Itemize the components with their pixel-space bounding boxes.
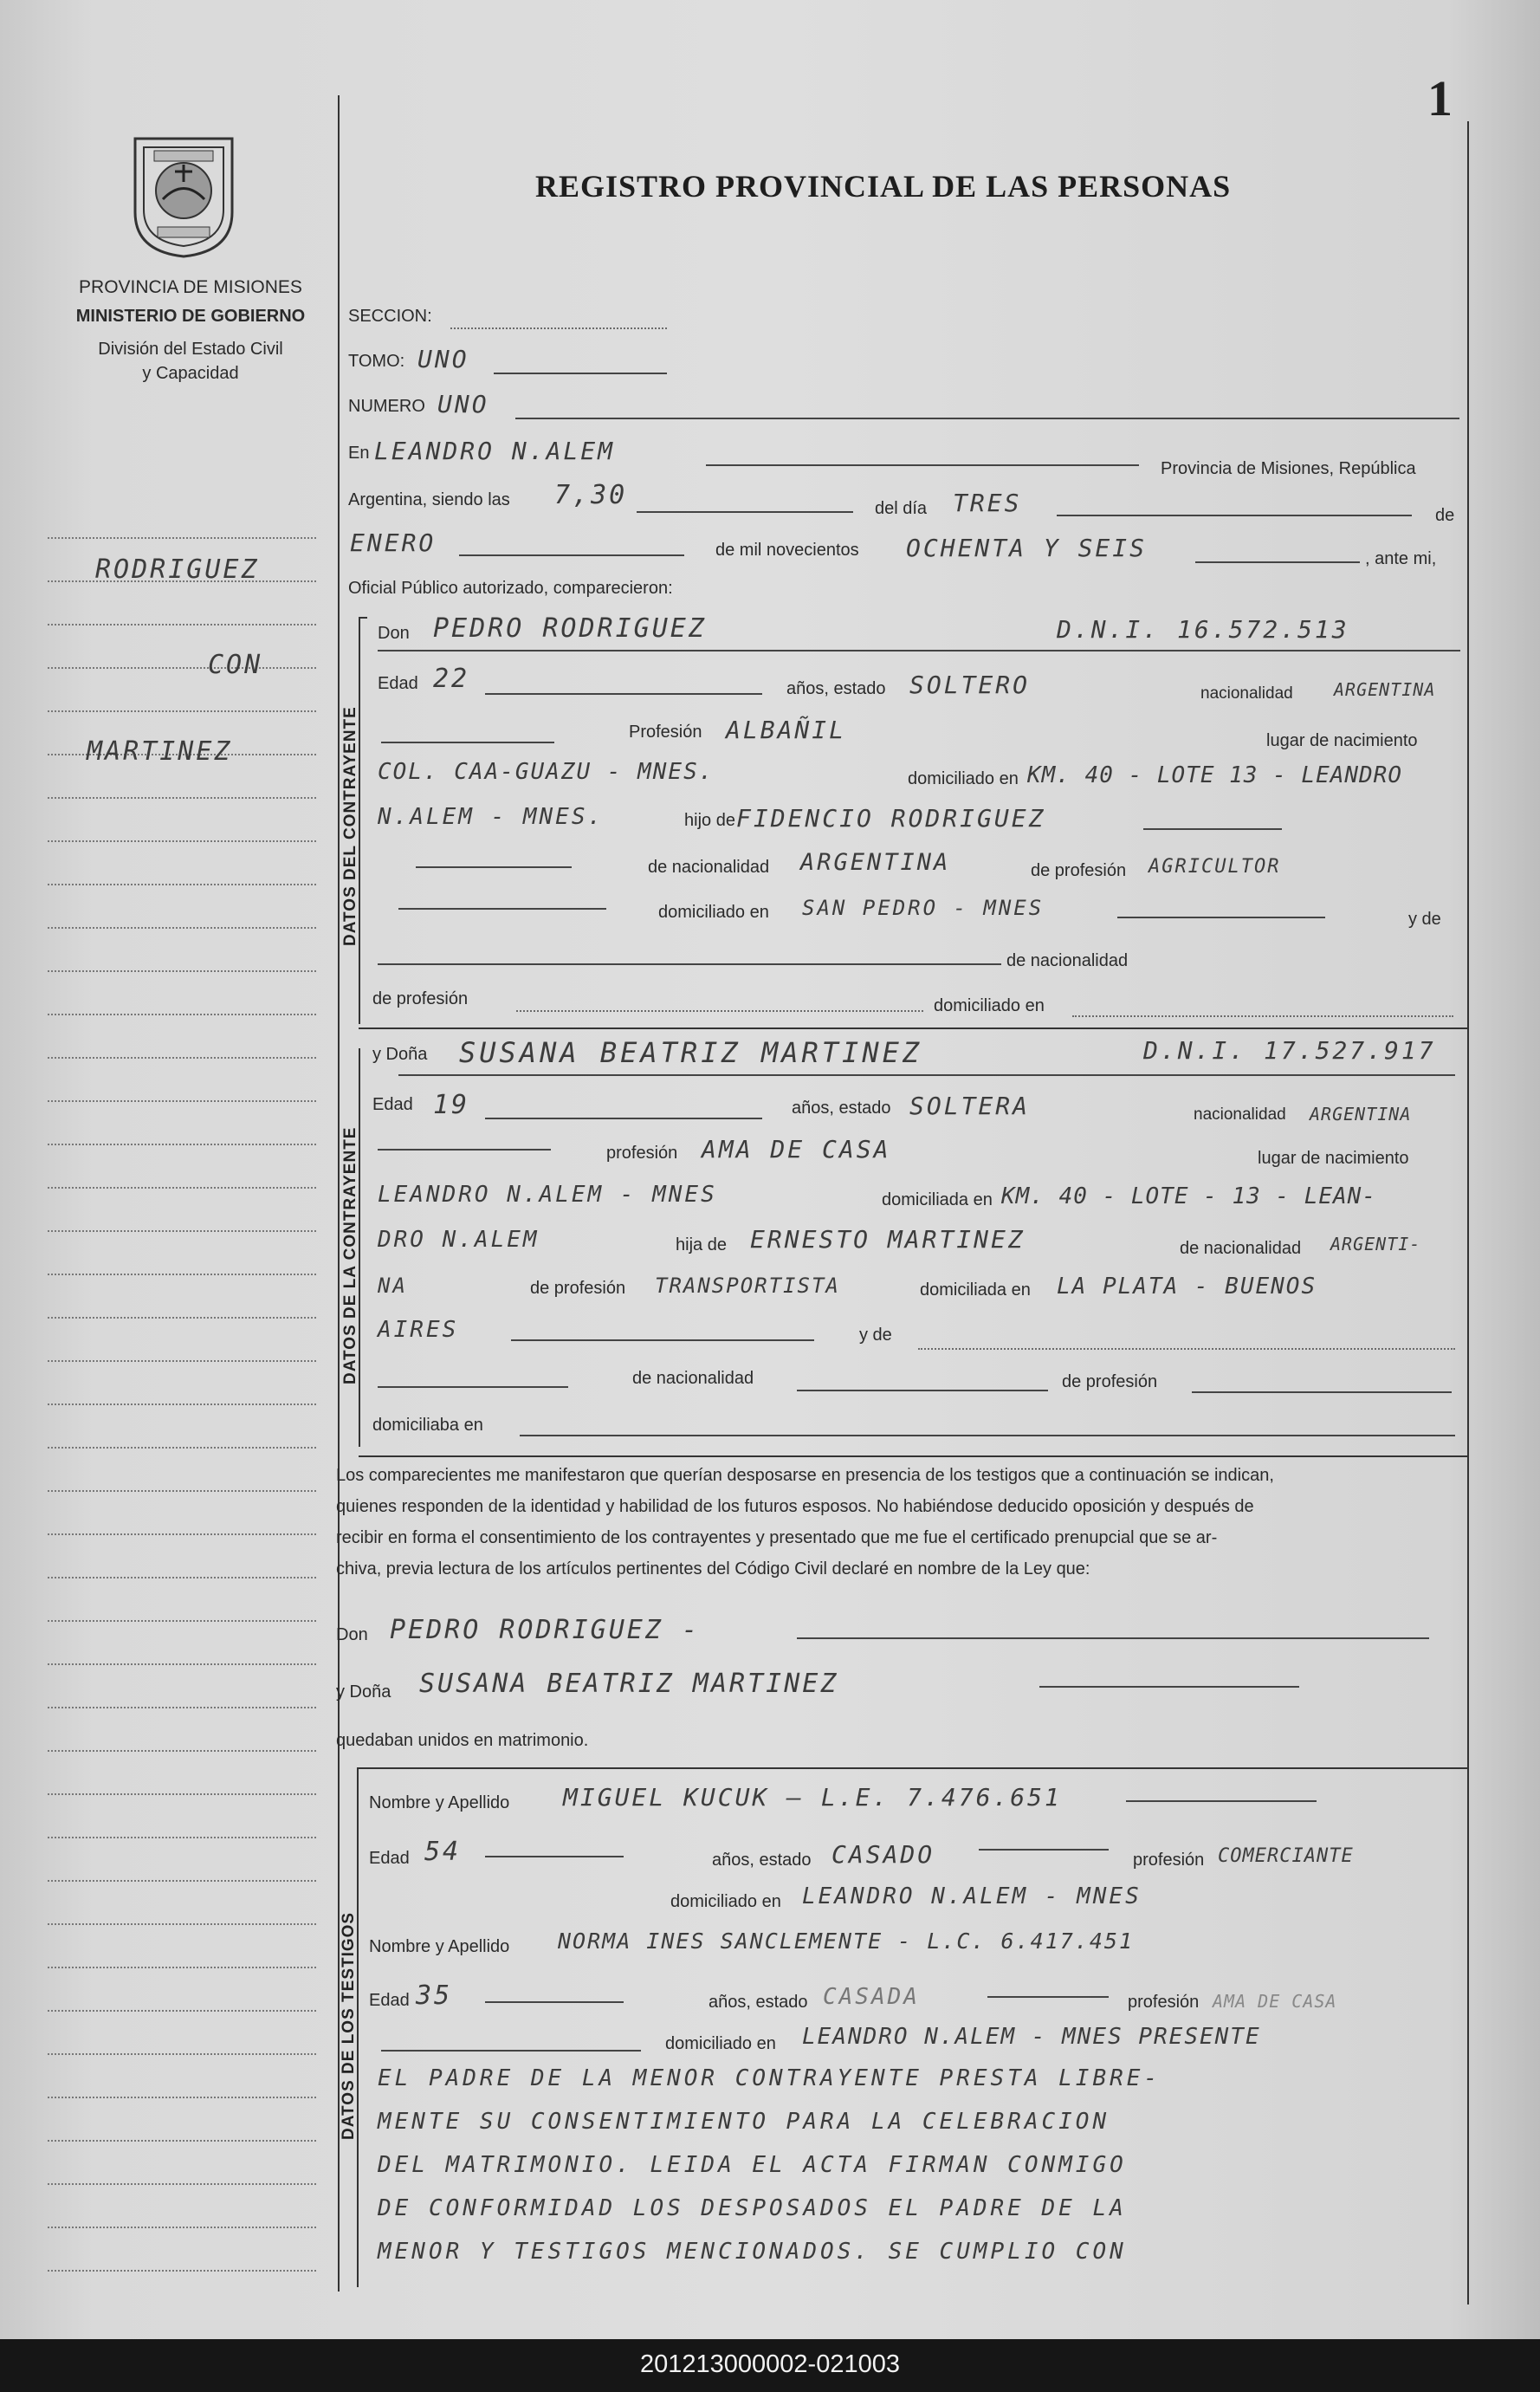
madre-prof-label-f: de profesión bbox=[1062, 1372, 1158, 1391]
t2-estado-label: años, estado bbox=[709, 1993, 808, 2012]
margin-rule-line bbox=[48, 2053, 316, 2055]
margin-rule-line bbox=[48, 1577, 316, 1578]
dia-value: TRES bbox=[953, 489, 1022, 517]
madre-prof-label: de profesión bbox=[372, 989, 469, 1008]
margin-rule-line bbox=[48, 2140, 316, 2142]
t2-edad: 35 bbox=[416, 1980, 453, 2011]
margin-rule-line bbox=[48, 1750, 316, 1752]
margin-note-surname-2: MARTINEZ bbox=[87, 736, 233, 767]
margin-rule-line bbox=[48, 840, 316, 842]
margin-rule-line bbox=[48, 1100, 316, 1102]
contrayente-estado: SOLTERO bbox=[909, 671, 1031, 699]
margin-rule-line bbox=[48, 1880, 316, 1882]
declaration-line-2: quienes responden de la identidad y habilidad de los futuros esposos. No habiéndose deducido oposición y después de bbox=[336, 1497, 1254, 1516]
edad-label: Edad bbox=[378, 674, 418, 693]
profesion-label-f: profesión bbox=[606, 1144, 678, 1163]
decl-don-label: Don bbox=[336, 1625, 368, 1644]
t1-dom: LEANDRO N.ALEM - MNES bbox=[802, 1883, 1142, 1909]
tomo-label: TOMO: bbox=[348, 352, 405, 371]
anio-value: OCHENTA Y SEIS bbox=[906, 534, 1148, 562]
lugar-label: lugar de nacimiento bbox=[1266, 731, 1418, 750]
t2-nombre-label: Nombre y Apellido bbox=[369, 1937, 510, 1956]
margin-rule-line bbox=[48, 1360, 316, 1362]
t1-nombre-label: Nombre y Apellido bbox=[369, 1793, 510, 1812]
page-number: 1 bbox=[1427, 70, 1453, 126]
margin-rule-line bbox=[48, 1317, 316, 1319]
margin-rule-line bbox=[48, 537, 316, 539]
contrayente-padre-nac: ARGENTINA bbox=[800, 849, 951, 876]
t1-dom-label: domiciliado en bbox=[670, 1892, 781, 1911]
margin-rule-line bbox=[48, 797, 316, 799]
contrayente-padre: FIDENCIO RODRIGUEZ bbox=[736, 804, 1046, 833]
de-label: de bbox=[1435, 506, 1455, 525]
dona-label: y Doña bbox=[372, 1045, 428, 1064]
testigos-note-1: EL PADRE DE LA MENOR CONTRAYENTE PRESTA LIBRE- bbox=[378, 2065, 1161, 2091]
mes-value: ENERO bbox=[350, 528, 437, 557]
testigos-section-label: DATOS DE LOS TESTIGOS bbox=[340, 1911, 358, 2140]
margin-rule-line bbox=[48, 884, 316, 885]
contrayente-f-dni: D.N.I. 17.527.917 bbox=[1143, 1036, 1436, 1065]
de-nacionalidad-label: de nacionalidad bbox=[648, 858, 770, 877]
margin-rule-line bbox=[48, 1707, 316, 1708]
margin-note-surname-1: RODRIGUEZ bbox=[95, 554, 260, 585]
margin-rule-line bbox=[48, 1620, 316, 1622]
testigos-note-5: MENOR Y TESTIGOS MENCIONADOS. SE CUMPLIO CON bbox=[378, 2239, 1127, 2265]
margin-rule-line bbox=[48, 1923, 316, 1925]
t1-prof: COMERCIANTE bbox=[1218, 1845, 1354, 1867]
document-title: REGISTRO PROVINCIAL DE LAS PERSONAS bbox=[535, 169, 1232, 204]
hora-value: 7,30 bbox=[554, 480, 628, 510]
contrayente-f-domicilio-2: DRO N.ALEM bbox=[378, 1227, 540, 1253]
de-profesion-label: de profesión bbox=[1031, 861, 1127, 880]
margin-rule-line bbox=[48, 624, 316, 626]
decl-dona-value: SUSANA BEATRIZ MARTINEZ bbox=[419, 1669, 839, 1699]
oficial-text: Oficial Público autorizado, comparecieron: bbox=[348, 579, 673, 598]
contrayente-f-domicilio-1: KM. 40 - LOTE - 13 - LEAN- bbox=[1001, 1183, 1376, 1209]
t1-edad-label: Edad bbox=[369, 1849, 410, 1868]
contrayente-f-section-label: DATOS DE LA CONTRAYENTE bbox=[341, 1126, 359, 1384]
ministry-label: MINISTERIO DE GOBIERNO bbox=[75, 307, 306, 326]
nacionalidad-label: nacionalidad bbox=[1200, 684, 1293, 703]
t1-estado: CASADO bbox=[831, 1840, 935, 1869]
margin-rule-line bbox=[48, 2270, 316, 2272]
contrayente-f-padre-dom-1: LA PLATA - BUENOS bbox=[1057, 1274, 1317, 1300]
decl-dona-label: y Doña bbox=[336, 1682, 391, 1702]
t2-nombre: NORMA INES SANCLEMENTE - L.C. 6.417.451 bbox=[558, 1929, 1134, 1954]
declaration-line-4: chiva, previa lectura de los artículos pertinentes del Código Civil declaré en nombre de la Ley que: bbox=[336, 1559, 1090, 1578]
declaration-line-3: recibir en forma el consentimiento de los contrayentes y presentado que me fue el certificado prenupcial que se ar- bbox=[336, 1528, 1218, 1547]
t2-estado: CASADA bbox=[823, 1984, 920, 2010]
t2-prof-label: profesión bbox=[1128, 1993, 1200, 2012]
contrayente-f-name: SUSANA BEATRIZ MARTINEZ bbox=[459, 1036, 923, 1069]
contrayente-section-label: DATOS DEL CONTRAYENTE bbox=[341, 706, 359, 946]
provincia-text: Provincia de Misiones, República bbox=[1161, 459, 1416, 478]
provincial-seal-icon bbox=[128, 130, 239, 260]
margin-rule-line bbox=[48, 1663, 316, 1665]
declaration-line-1: Los comparecientes me manifestaron que querían desposarse en presencia de los testigos que a continuación se indican, bbox=[336, 1466, 1274, 1485]
contrayente-f-profesion: AMA DE CASA bbox=[702, 1135, 891, 1164]
de-mil-text: de mil novecientos bbox=[715, 541, 859, 560]
domiciliada-label-2: domiciliada en bbox=[920, 1280, 1031, 1300]
de-nacionalidad-label-f: de nacionalidad bbox=[1180, 1239, 1302, 1258]
domiciliado-label: domiciliado en bbox=[908, 769, 1019, 788]
madre-dom-label-f: domiciliaba en bbox=[372, 1416, 483, 1435]
margin-rule-line bbox=[48, 1967, 316, 1968]
contrayente-f-padre-prof: TRANSPORTISTA bbox=[655, 1274, 840, 1298]
contrayente-f-lugar: LEANDRO N.ALEM - MNES bbox=[378, 1182, 717, 1208]
contrayente-profesion: ALBAÑIL bbox=[726, 716, 847, 744]
margin-rule-line bbox=[48, 1447, 316, 1449]
t1-estado-label: años, estado bbox=[712, 1851, 812, 1870]
decl-unidos: quedaban unidos en matrimonio. bbox=[336, 1731, 589, 1750]
numero-value: UNO bbox=[437, 390, 489, 418]
contrayente-padre-prof: AGRICULTOR bbox=[1149, 856, 1281, 878]
madre-nac-label-f: de nacionalidad bbox=[632, 1369, 754, 1388]
del-dia-label: del día bbox=[875, 499, 928, 518]
margin-rule-line bbox=[48, 1014, 316, 1015]
margin-rule-line bbox=[48, 1403, 316, 1405]
estado-label: años, estado bbox=[786, 679, 886, 698]
margin-rule-line bbox=[48, 1490, 316, 1492]
margin-rule-line bbox=[48, 1187, 316, 1189]
testigos-note-3: DEL MATRIMONIO. LEIDA EL ACTA FIRMAN CONMIGO bbox=[378, 2152, 1127, 2178]
lugar-label-f: lugar de nacimiento bbox=[1258, 1149, 1409, 1168]
contrayente-lugar: COL. CAA-GUAZU - MNES. bbox=[378, 759, 715, 785]
margin-rule-line bbox=[48, 1837, 316, 1838]
contrayente-f-padre: ERNESTO MARTINEZ bbox=[750, 1225, 1026, 1254]
y-de-label: y de bbox=[1408, 910, 1441, 929]
margin-rule-line bbox=[48, 2010, 316, 2012]
testigos-note-2: MENTE SU CONSENTIMIENTO PARA LA CELEBRACION bbox=[378, 2109, 1110, 2135]
domiciliada-label: domiciliada en bbox=[882, 1190, 993, 1209]
margin-rule-line bbox=[48, 1274, 316, 1275]
contrayente-domicilio-2: N.ALEM - MNES. bbox=[378, 804, 605, 830]
margin-rule-line bbox=[48, 927, 316, 929]
contrayente-f-padre-nac-2: NA bbox=[378, 1274, 408, 1298]
t1-edad: 54 bbox=[424, 1837, 462, 1867]
numero-label: NUMERO bbox=[348, 397, 425, 416]
domiciliado-label-2: domiciliado en bbox=[658, 903, 769, 922]
margin-rule-line bbox=[48, 970, 316, 972]
contrayente-f-padre-nac-1: ARGENTI- bbox=[1330, 1234, 1421, 1254]
t1-prof-label: profesión bbox=[1133, 1851, 1205, 1870]
right-border bbox=[1467, 121, 1469, 2304]
edad-label-f: Edad bbox=[372, 1095, 413, 1114]
tomo-value: UNO bbox=[417, 345, 469, 373]
t1-nombre: MIGUEL KUCUK — L.E. 7.476.651 bbox=[563, 1783, 1062, 1812]
en-label: En bbox=[348, 444, 370, 463]
don-label: Don bbox=[378, 624, 410, 643]
contrayente-dni: D.N.I. 16.572.513 bbox=[1057, 615, 1349, 644]
madre-dom-label: domiciliado en bbox=[934, 996, 1045, 1015]
scan-id-footer: 201213000002-021003 bbox=[0, 2339, 1540, 2392]
contrayente-padre-dom: SAN PEDRO - MNES bbox=[802, 896, 1045, 920]
contrayente-f-estado: SOLTERA bbox=[909, 1092, 1031, 1120]
margin-note-con: CON bbox=[208, 650, 263, 680]
contrayente-edad: 22 bbox=[433, 664, 470, 694]
margin-rule-line bbox=[48, 1057, 316, 1059]
contrayente-nacionalidad: ARGENTINA bbox=[1334, 679, 1436, 700]
seccion-label: SECCION: bbox=[348, 307, 432, 326]
contrayente-name: PEDRO RODRIGUEZ bbox=[433, 613, 707, 644]
margin-rule-line bbox=[48, 667, 316, 669]
contrayente-f-nacionalidad: ARGENTINA bbox=[1310, 1104, 1412, 1125]
nacionalidad-label-f: nacionalidad bbox=[1194, 1105, 1286, 1124]
estado-label-f: años, estado bbox=[792, 1099, 891, 1118]
argentina-text: Argentina, siendo las bbox=[348, 490, 510, 509]
margin-rule-line bbox=[48, 1144, 316, 1145]
margin-rule-line bbox=[48, 1230, 316, 1232]
y-de-label-f: y de bbox=[859, 1326, 892, 1345]
t2-dom-label: domiciliado en bbox=[665, 2034, 776, 2053]
testigos-note-4: DE CONFORMIDAD LOS DESPOSADOS EL PADRE DE LA bbox=[378, 2195, 1127, 2221]
ante-mi-text: , ante mi, bbox=[1365, 549, 1437, 568]
margin-rule-line bbox=[48, 2097, 316, 2098]
margin-rule-line bbox=[48, 2227, 316, 2228]
province-label: PROVINCIA DE MISIONES bbox=[79, 277, 302, 297]
de-profesion-label-f: de profesión bbox=[530, 1279, 626, 1298]
t2-edad-label: Edad bbox=[369, 1991, 410, 2010]
profesion-label: Profesión bbox=[629, 723, 702, 742]
margin-rule-line bbox=[48, 1533, 316, 1535]
decl-don-value: PEDRO RODRIGUEZ - bbox=[390, 1615, 701, 1645]
division-label-2: y Capacidad bbox=[142, 364, 239, 383]
t2-prof: AMA DE CASA bbox=[1213, 1991, 1337, 2012]
contrayente-f-edad: 19 bbox=[433, 1090, 470, 1120]
hija-label: hija de bbox=[676, 1235, 727, 1254]
contrayente-domicilio-1: KM. 40 - LOTE 13 - LEANDRO bbox=[1027, 762, 1402, 788]
margin-rule-line bbox=[48, 2183, 316, 2185]
margin-rule-line bbox=[48, 710, 316, 712]
t2-dom: LEANDRO N.ALEM - MNES PRESENTE bbox=[802, 2024, 1261, 2050]
division-label-1: División del Estado Civil bbox=[98, 340, 283, 359]
hijo-label: hijo de bbox=[684, 811, 735, 830]
en-value: LEANDRO N.ALEM bbox=[374, 437, 616, 465]
contrayente-f-padre-dom-2: AIRES bbox=[378, 1317, 459, 1343]
margin-rule-line bbox=[48, 1793, 316, 1795]
madre-nac-label: de nacionalidad bbox=[1006, 951, 1129, 970]
